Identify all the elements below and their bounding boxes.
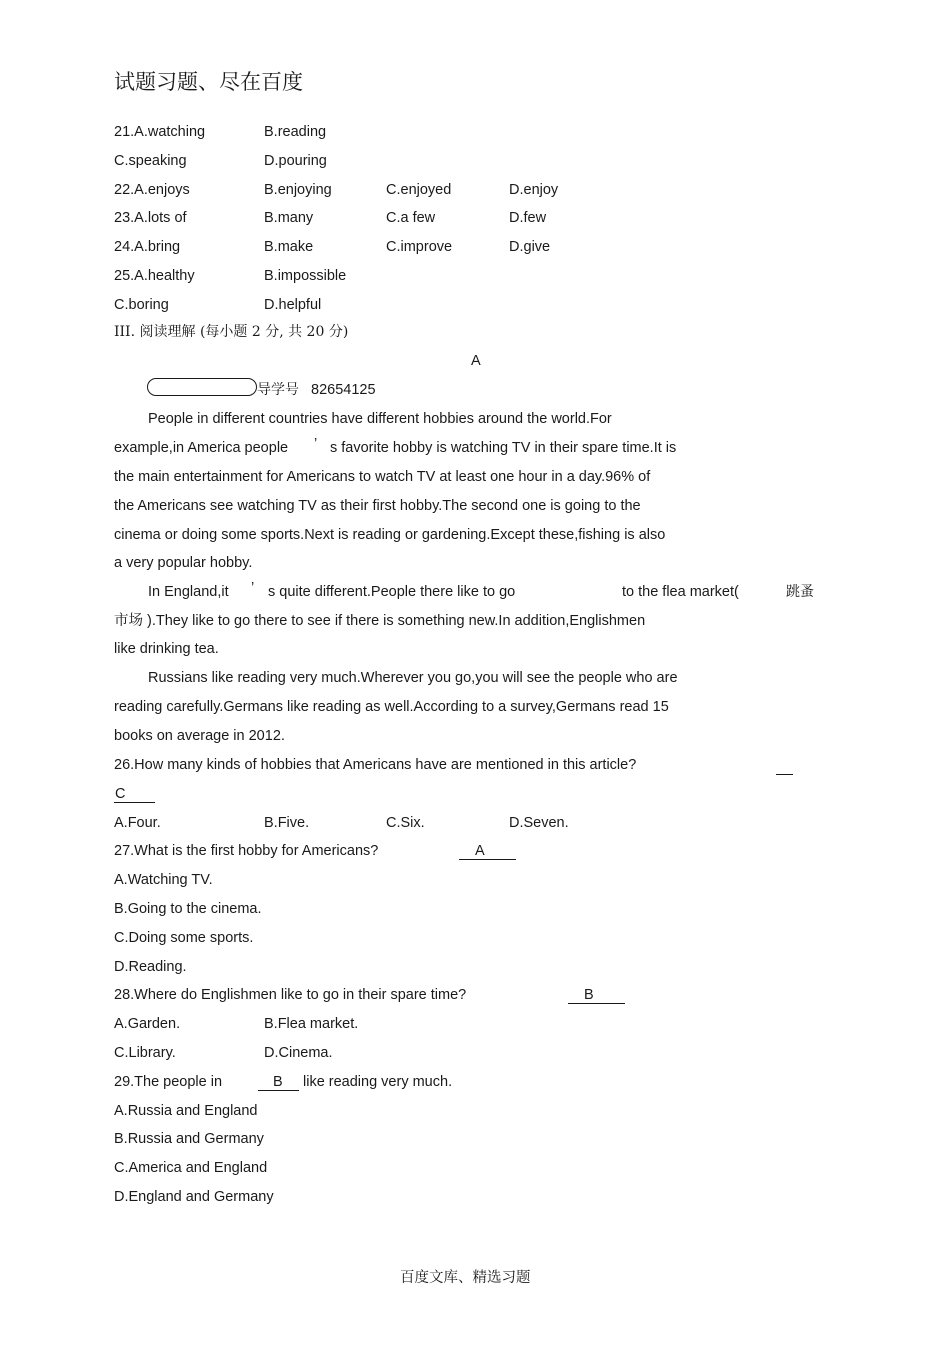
option-23-c: C.a few: [386, 210, 436, 226]
question-29-stem-end: like reading very much.: [303, 1074, 453, 1090]
passage-line: Russians like reading very much.Wherever you go,you will see the people who are: [148, 670, 678, 686]
passage-gloss: 跳蚤: [786, 584, 814, 600]
question-29-option-b: B.Russia and Germany: [114, 1131, 264, 1147]
question-26-answer: C: [115, 786, 126, 802]
question-28-stem: 28.Where do Englishmen like to go in their spare time?: [114, 987, 467, 1003]
question-26-option-a: A.Four.: [114, 815, 161, 831]
passage-line: to the flea market(: [622, 584, 739, 600]
option-24-d: D.give: [509, 239, 551, 255]
option-22-c: C.enjoyed: [386, 182, 452, 198]
question-26-option-d: D.Seven.: [509, 815, 569, 831]
option-23-b: B.many: [264, 210, 314, 226]
option-22-b: B.enjoying: [264, 182, 332, 198]
option-25-a: 25.A.healthy: [114, 268, 195, 284]
answer-underline: [258, 1090, 299, 1091]
option-22-a: 22.A.enjoys: [114, 182, 190, 198]
passage-line: books on average in 2012.: [114, 728, 285, 744]
passage-line: reading carefully.Germans like reading as well.According to a survey,Germans read 15: [114, 699, 669, 715]
question-28-option-c: C.Library.: [114, 1045, 176, 1061]
option-23-d: D.few: [509, 210, 547, 226]
passage-apostrophe: ’: [314, 436, 318, 452]
passage-line: example,in America people: [114, 440, 289, 456]
answer-underline: [568, 1003, 625, 1004]
passage-line: s quite different.People there like to go: [268, 584, 516, 600]
guide-number: 82654125: [311, 382, 376, 398]
passage-line: a very popular hobby.: [114, 555, 253, 571]
passage-line: like drinking tea.: [114, 641, 219, 657]
answer-underline: [459, 859, 516, 860]
question-27-option-a: A.Watching TV.: [114, 872, 213, 888]
passage-line: In England,it: [148, 584, 229, 600]
passage-line: People in different countries have different hobbies around the world.For: [148, 411, 612, 427]
option-24-b: B.make: [264, 239, 314, 255]
question-29-option-d: D.England and Germany: [114, 1189, 274, 1205]
option-25-c: C.boring: [114, 297, 169, 313]
page-header: 试题习题、尽在百度: [114, 70, 303, 94]
passage-apostrophe: ’: [251, 580, 255, 596]
question-26-stem: 26.How many kinds of hobbies that Americans have are mentioned in this article?: [114, 757, 637, 773]
question-28-answer: B: [584, 987, 594, 1003]
passage-line: the main entertainment for Americans to watch TV at least one hour in a day.96% of: [114, 469, 651, 485]
page-footer: 百度文库、精选习题: [400, 1270, 531, 1286]
question-27-answer: A: [475, 843, 485, 859]
option-21-b: B.reading: [264, 124, 327, 140]
question-29-option-a: A.Russia and England: [114, 1103, 258, 1119]
question-29-option-c: C.America and England: [114, 1160, 268, 1176]
passage-line: 市场 ).They like to go there to see if there is something new.In addition,Englishmen: [114, 613, 646, 629]
question-26-option-c: C.Six.: [386, 815, 425, 831]
option-23-a: 23.A.lots of: [114, 210, 187, 226]
question-26-option-b: B.Five.: [264, 815, 310, 831]
question-27-option-b: B.Going to the cinema.: [114, 901, 262, 917]
question-29-answer: B: [273, 1074, 283, 1090]
section-heading: III. 阅读理解 (每小题 2 分, 共 20 分): [114, 324, 349, 340]
passage-label: A: [471, 353, 481, 369]
option-24-a: 24.A.bring: [114, 239, 181, 255]
option-21-d: D.pouring: [264, 153, 327, 169]
option-21-a: 21.A.watching: [114, 124, 206, 140]
question-28-option-b: B.Flea market.: [264, 1016, 359, 1032]
option-25-b: B.impossible: [264, 268, 347, 284]
question-28-option-d: D.Cinema.: [264, 1045, 333, 1061]
passage-line: the Americans see watching TV as their first hobby.The second one is going to the: [114, 498, 641, 514]
passage-line: cinema or doing some sports.Next is reading or gardening.Except these,fishing is also: [114, 527, 666, 543]
question-27-stem: 27.What is the first hobby for Americans?: [114, 843, 379, 859]
option-24-c: C.improve: [386, 239, 453, 255]
question-28-option-a: A.Garden.: [114, 1016, 181, 1032]
option-21-c: C.speaking: [114, 153, 187, 169]
option-22-d: D.enjoy: [509, 182, 559, 198]
guide-label: 导学号: [257, 382, 299, 398]
answer-underline: [114, 802, 155, 803]
option-25-d: D.helpful: [264, 297, 322, 313]
trailing-dash: [776, 774, 793, 775]
question-29-stem-start: 29.The people in: [114, 1074, 223, 1090]
guide-number-box: [147, 378, 257, 396]
question-27-option-c: C.Doing some sports.: [114, 930, 254, 946]
passage-line: s favorite hobby is watching TV in their spare time.It is: [330, 440, 677, 456]
question-27-option-d: D.Reading.: [114, 959, 187, 975]
